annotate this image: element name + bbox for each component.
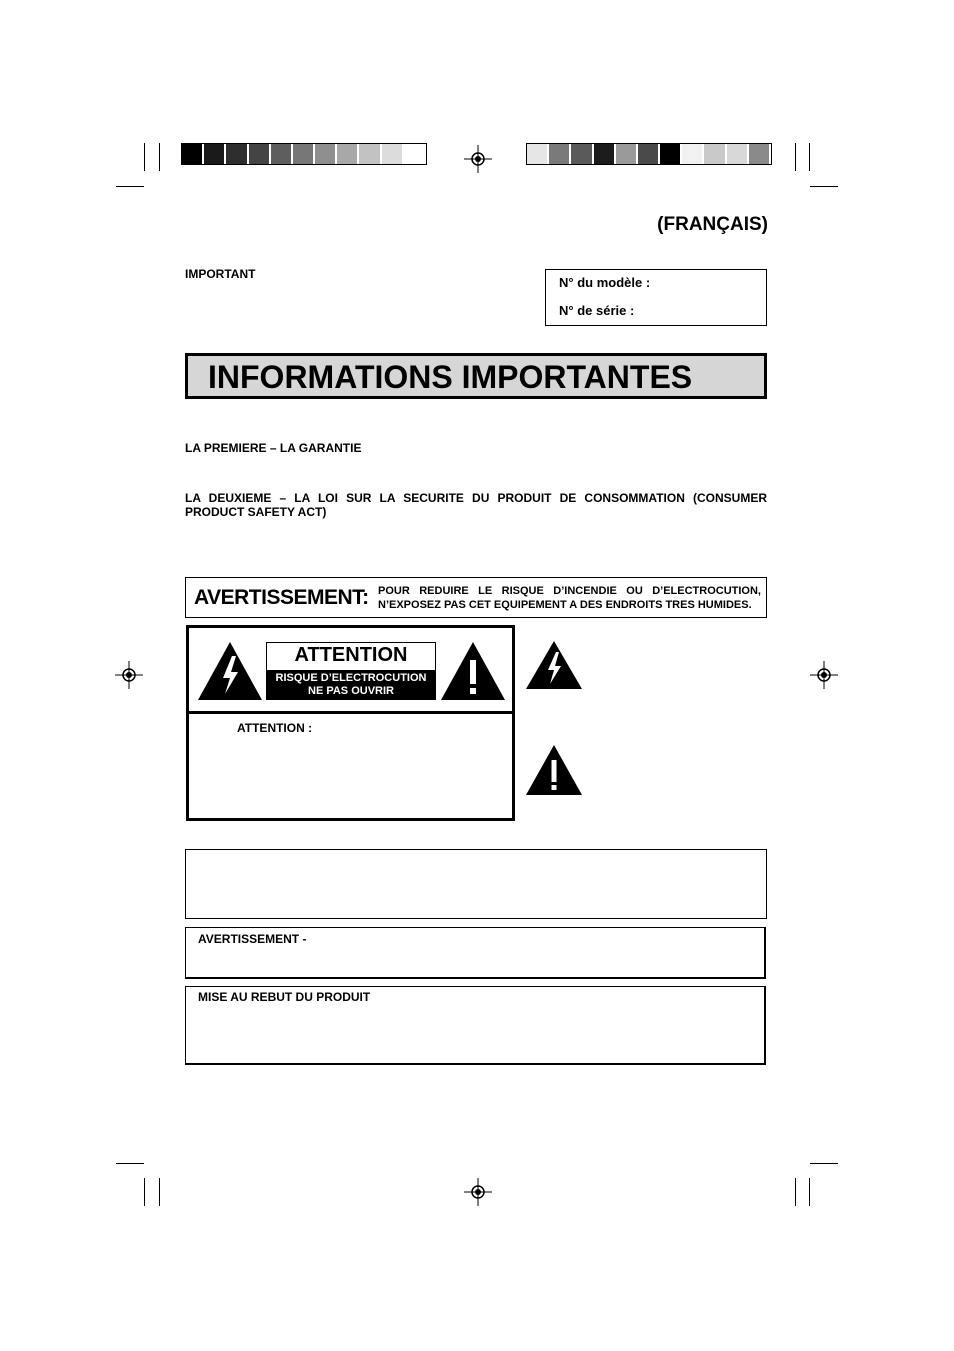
info-box: [185, 849, 767, 919]
page-title: INFORMATIONS IMPORTANTES: [208, 359, 693, 395]
caution-risk-line1: RISQUE D’ELECTROCUTION: [275, 672, 427, 684]
caution-label-box: [186, 625, 515, 821]
disposal-box: [185, 986, 766, 1065]
color-swatch: [382, 144, 402, 164]
color-swatch: [293, 144, 313, 164]
registration-mark-icon: [115, 661, 143, 689]
color-swatch: [404, 144, 424, 164]
exclamation-warning-icon: [439, 640, 507, 702]
color-swatch: [727, 144, 747, 164]
lightning-warning-icon: [196, 640, 264, 702]
color-swatch: [271, 144, 291, 164]
model-number-label: N° du modèle :: [559, 275, 651, 290]
caution-body-label: ATTENTION :: [237, 721, 313, 735]
important-label: IMPORTANT: [185, 267, 256, 281]
avertissement-label: AVERTISSEMENT -: [198, 932, 307, 946]
avertissement-box: [185, 927, 766, 979]
color-swatch: [249, 144, 269, 164]
color-swatch: [315, 144, 335, 164]
color-bar-right: [526, 143, 772, 165]
color-swatch: [549, 144, 569, 164]
disposal-label: MISE AU REBUT DU PRODUIT: [198, 990, 371, 1004]
lightning-symbol-icon: [524, 639, 584, 691]
caution-title-box: [266, 642, 436, 700]
color-swatch: [616, 144, 636, 164]
color-swatch: [527, 144, 547, 164]
registration-mark-icon: [464, 145, 492, 173]
color-swatch: [226, 144, 246, 164]
color-swatch: [660, 144, 680, 164]
color-swatch: [638, 144, 658, 164]
color-swatch: [571, 144, 591, 164]
model-serial-box: [545, 269, 767, 326]
serial-number-label: N° de série :: [559, 303, 635, 318]
caution-title: ATTENTION: [294, 644, 408, 666]
warning-text: POUR REDUIRE LE RISQUE D’INCENDIE OU D’ELECTROCUTION, N’EXPOSEZ PAS CET EQUIPEMENT A DES ENDROITS TRES HUMIDES.: [378, 585, 761, 611]
caution-risk-line2: NE PAS OUVRIR: [308, 685, 394, 697]
color-bar-left: [181, 143, 427, 165]
color-swatch: [204, 144, 224, 164]
registration-mark-icon: [464, 1178, 492, 1206]
color-swatch: [704, 144, 724, 164]
registration-mark-icon: [810, 661, 838, 689]
caution-risk-banner: [267, 670, 435, 699]
caution-divider: [189, 711, 512, 714]
color-swatch: [359, 144, 379, 164]
section-second-heading: LA DEUXIEME – LA LOI SUR LA SECURITE DU PRODUIT DE CONSOMMATION (CONSUMER PRODUCT SAFETY ACT): [185, 491, 767, 519]
color-swatch: [682, 144, 702, 164]
language-label: (FRANÇAIS): [657, 214, 768, 235]
page-title-box: [185, 353, 767, 399]
exclamation-symbol-icon: [524, 743, 584, 797]
warning-box: [185, 577, 767, 618]
color-swatch: [182, 144, 202, 164]
warning-label: AVERTISSEMENT:: [194, 586, 369, 609]
color-swatch: [749, 144, 769, 164]
color-swatch: [337, 144, 357, 164]
section-first-heading: LA PREMIERE – LA GARANTIE: [185, 441, 362, 455]
color-swatch: [594, 144, 614, 164]
